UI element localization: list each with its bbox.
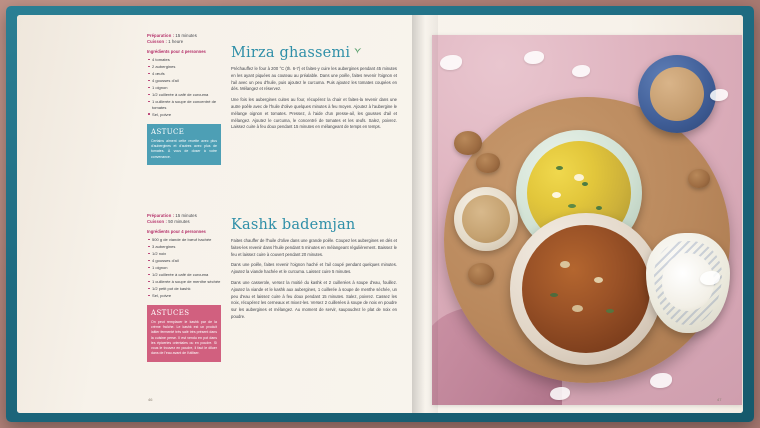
paragraph: Dans une poêle, faites revenir l'oignon haché et l'ail coupé pendant quelques minutes. Ajoutez la viande hachée et le curcuma. Laissez cuire 5 minutes. <box>231 262 397 275</box>
walnut <box>688 169 710 188</box>
list-item: 500 g de viande de bœuf hachée <box>152 237 221 243</box>
paragraph: Dans une casserole, versez la moitié du kashk et 2 cuillerées à soupe d'eau, fouillez. Ajoutez la viande et le kashk aux aubergines, 1 cuillerée à soupe de menthe séchée, un peu d'eau et laissez cuire à feu doux pendant 15 minutes. Salez, poivrez. Cassez les noix, récupérez les cerneaux et mixez-les. Versez 2 cuillerées à soupe de noix en poudre sur les aubergines et mélangez. Au moment de servir, saupoudrez le plat de noix en poudre. <box>231 279 397 319</box>
dish-photo <box>432 35 742 405</box>
walnut <box>468 263 494 285</box>
cook-time-2: Cuisson : 50 minutes <box>147 219 190 225</box>
list-item: 1 cuillerée à soupe de menthe séchée <box>152 279 221 284</box>
herb-sprig-icon <box>353 43 362 59</box>
kashk-bademjan-bowl <box>510 213 662 365</box>
mint-garnish <box>550 293 558 297</box>
tip-title-2: ASTUCES <box>151 308 190 317</box>
herb-garnish <box>556 166 563 170</box>
page-number-left: 46 <box>148 397 153 402</box>
list-item: 1/2 cuillerée à café de curcuma <box>152 272 221 278</box>
list-item: Sel, poivre <box>152 293 221 299</box>
mint-garnish <box>606 309 614 313</box>
list-item: Sel, poivre <box>152 112 221 118</box>
recipe-sidebar-2 <box>147 213 221 362</box>
prep-time-2: Préparation : 15 minutes <box>147 213 197 218</box>
egg-bit <box>574 174 584 181</box>
paragraph: Préchauffez le four à 200 °C (th. 6-7) et faites-y cuire les aubergines pendant 45 minutes en les ayant piquées au couteau au préalable. Dans une poêle, faites revenir l'oignon et l'ail avec un peu d'huile, puis ajoutez le curcuma. Puis ajoutez les tomates coupées en dés. Mélangez et réservez. <box>231 66 397 92</box>
tip-body-1: Certains aiment cette recette avec plus d'aubergines et d'autres avec plus de tomates. À vous de doser à votre convenance. <box>151 138 217 159</box>
list-item: 1/2 petit pot de kashk <box>152 286 221 292</box>
cook-time-1: Cuisson : 1 heure <box>147 39 184 45</box>
ingredients-title-1: Ingrédients pour 4 personnes <box>147 49 206 55</box>
paragraph: Faites chauffer de l'huile d'olive dans une grande poêle. Coupez les aubergines en dés et faites-les revenir dans l'huile pendant 5 minutes en mélangeant régulièrement. Baissez le feu et laissez cuire à couvert pendant 20 minutes. <box>231 238 397 257</box>
walnut <box>454 131 482 155</box>
recipe-kashk-bademjan <box>231 217 397 325</box>
kashk-bademjan-food <box>522 225 650 353</box>
list-item: 1/2 cuillerée à café de curcuma <box>152 92 221 98</box>
herb-garnish <box>596 206 602 210</box>
recipe-mirza-ghassemi <box>231 43 397 135</box>
ground-nuts <box>462 195 510 243</box>
list-item: 4 gousses d'ail <box>152 258 221 264</box>
book-pages <box>17 15 743 413</box>
recipe-sidebar-1 <box>147 33 221 165</box>
walnut-crumb <box>560 261 570 268</box>
list-item: 1/2 noix <box>152 251 221 257</box>
ingredients-title-2: Ingrédients pour 4 personnes <box>147 229 206 235</box>
tip-box-1 <box>147 124 221 165</box>
nut-bowl <box>454 187 518 251</box>
list-item: 4 tomates <box>152 57 221 63</box>
page-number-right: 47 <box>717 397 722 402</box>
ingredients-list-2 <box>147 237 221 298</box>
left-page <box>17 15 417 413</box>
tip-body-2: On peut remplacer le kashk par de la crème fraîche. Le kashk est un produit laitier fermenté très salé très présent dans la cuisine perse. Il est vendu en pot dans les épiceries orientales ou en poudre. Si vous le trouvez en poudre, il faut le diluer dans de l'eau avant de l'utiliser. <box>151 319 217 356</box>
list-item: 3 aubergines <box>152 244 221 250</box>
herb-garnish <box>582 182 588 186</box>
list-item: 2 aubergines <box>152 64 221 70</box>
walnut-crumb <box>594 277 603 283</box>
right-page <box>417 15 743 413</box>
list-item: 1 oignon <box>152 85 221 91</box>
page-title: Mirza ghassemi <box>231 43 397 61</box>
tip-box-2 <box>147 305 221 362</box>
jar-contents <box>650 67 704 121</box>
walnut-crumb <box>572 305 583 312</box>
open-book <box>6 6 754 422</box>
tip-title-1: ASTUCE <box>151 127 185 136</box>
list-item: 1 oignon <box>152 265 221 271</box>
blue-jar <box>638 55 716 133</box>
list-item: 4 gousses d'ail <box>152 78 221 84</box>
page-title: Kashk bademjan <box>231 217 356 233</box>
ingredients-list-1 <box>147 57 221 117</box>
walnut <box>476 153 500 173</box>
list-item: 4 œufs <box>152 71 221 77</box>
paragraph: Une fois les aubergines cuites au four, récupérez la chair et faites-la revenir dans une autre poêle avec de l'huile d'olive quelques minutes à feu moyen. Ajoutez à l'aubergine le mélange oignon et tomates. Pressez, à l'aide d'un presse-ail, les gousses d'ail et mélangez. Ajoutez le curcuma, le concentré de tomates et les œufs. Salez, poivrez. Laissez cuire à feu doux pendant 15 minutes en mélangeant de temps en temps. <box>231 97 397 130</box>
prep-time-1: Préparation : 15 minutes <box>147 33 197 38</box>
list-item: 1 cuillerée à soupe de concentré de tomates <box>152 99 221 111</box>
egg-bit <box>552 192 561 198</box>
herb-garnish <box>568 204 576 208</box>
